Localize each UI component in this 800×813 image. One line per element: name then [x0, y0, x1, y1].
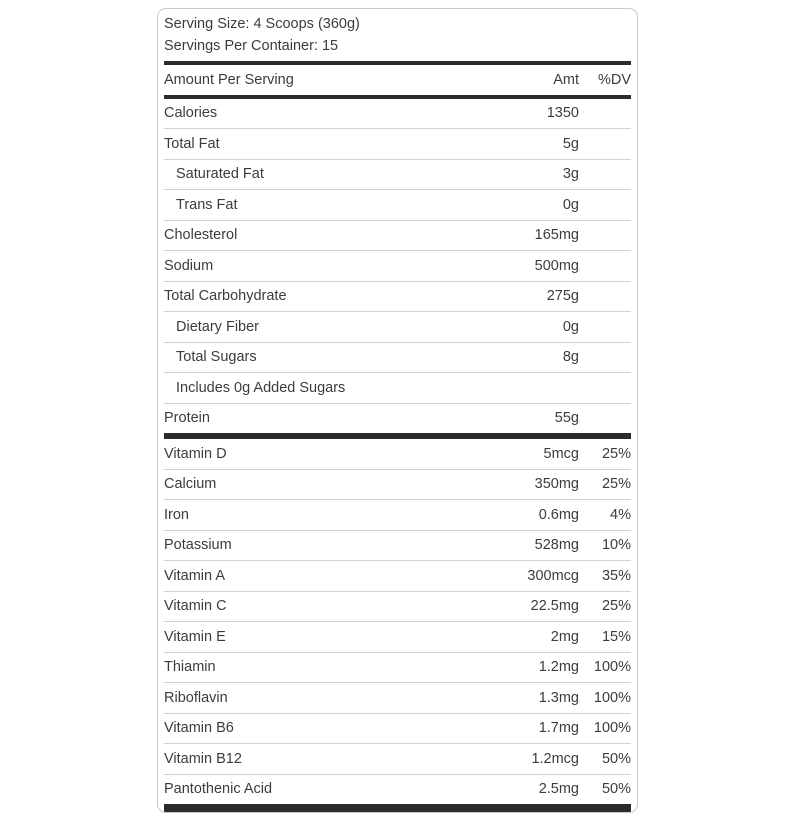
nutrient-row: [164, 653, 631, 684]
nutrient-name: Vitamin B6: [164, 720, 234, 737]
nutrient-row: [164, 129, 631, 160]
nutrient-row: [164, 221, 631, 252]
nutrient-row: [164, 561, 631, 592]
nutrient-row: [164, 714, 631, 745]
nutrient-amount: 5g: [562, 135, 579, 152]
nutrition-facts-card: [157, 8, 638, 813]
nutrient-daily-value: 25%: [601, 445, 631, 462]
nutrient-amount: 0g: [562, 318, 579, 335]
nutrient-name: Dietary Fiber: [176, 318, 259, 335]
nutrient-daily-value: 4%: [610, 506, 631, 523]
nutrient-daily-value: 25%: [601, 598, 631, 615]
nutrient-name: Potassium: [164, 537, 232, 554]
nutrient-row: [164, 683, 631, 714]
nutrient-name: Iron: [164, 506, 189, 523]
nutrient-name: Sodium: [164, 257, 214, 274]
nutrient-amount: 8g: [562, 349, 579, 366]
nutrient-row: [164, 404, 631, 434]
header-dv-column: %DV: [597, 71, 631, 88]
nutrient-name: Thiamin: [164, 659, 216, 676]
nutrient-name: Trans Fat: [176, 196, 238, 213]
nutrient-name: Pantothenic Acid: [164, 781, 273, 798]
nutrient-amount: 300mcg: [527, 567, 579, 584]
nutrient-name: Vitamin D: [164, 445, 227, 462]
nutrient-amount: 1.2mcg: [531, 750, 579, 767]
nutrient-amount: 165mg: [534, 227, 579, 244]
nutrient-amount: 2mg: [550, 628, 579, 645]
nutrient-name: Includes 0g Added Sugars: [176, 379, 346, 396]
header-amount-column: Amt: [553, 71, 579, 88]
nutrient-amount: 3g: [562, 166, 579, 183]
nutrient-row: [164, 190, 631, 221]
nutrient-daily-value: 50%: [601, 781, 631, 798]
nutrient-name: Calcium: [164, 476, 217, 493]
nutrient-daily-value: 35%: [601, 567, 631, 584]
nutrient-row: [164, 312, 631, 343]
amount-per-serving-header: [164, 65, 631, 95]
nutrition-facts-panel: [157, 8, 638, 813]
servings-per-container-line: Servings Per Container: 15: [164, 37, 339, 54]
nutrient-name: Vitamin B12: [164, 750, 242, 767]
serving-size-line: Serving Size: 4 Scoops (360g): [164, 16, 360, 32]
header-label: Amount Per Serving: [164, 71, 294, 88]
nutrient-amount: 275g: [546, 288, 579, 305]
nutrient-row: [164, 744, 631, 775]
divider-bottom: [164, 804, 631, 812]
macronutrient-list: [164, 99, 631, 434]
nutrient-row: [164, 439, 631, 470]
nutrient-amount: 1.7mg: [538, 720, 579, 737]
nutrient-row: [164, 99, 631, 130]
nutrient-row: [164, 622, 631, 653]
nutrient-name: Total Sugars: [176, 349, 257, 366]
micronutrient-list: [164, 439, 631, 804]
nutrient-amount: 500mg: [534, 257, 579, 274]
nutrient-daily-value: 100%: [593, 689, 631, 706]
nutrient-amount: 2.5mg: [538, 781, 579, 798]
nutrient-amount: 1.2mg: [538, 659, 579, 676]
nutrient-row: [164, 251, 631, 282]
nutrient-daily-value: 25%: [601, 476, 631, 493]
nutrient-row: [164, 160, 631, 191]
nutrient-daily-value: 50%: [601, 750, 631, 767]
nutrient-name: Total Carbohydrate: [164, 288, 287, 305]
nutrient-daily-value: 15%: [601, 628, 631, 645]
nutrient-amount: 350mg: [534, 476, 579, 493]
nutrient-amount: 1.3mg: [538, 689, 579, 706]
nutrient-amount: 5mcg: [543, 445, 579, 462]
nutrient-amount: 22.5mg: [530, 598, 579, 615]
nutrient-row: [164, 500, 631, 531]
nutrient-name: Cholesterol: [164, 227, 238, 244]
nutrient-name: Riboflavin: [164, 689, 228, 706]
nutrient-name: Calories: [164, 105, 218, 122]
nutrient-amount: 0g: [562, 196, 579, 213]
nutrient-daily-value: 100%: [593, 720, 631, 737]
nutrient-name: Saturated Fat: [176, 166, 264, 183]
nutrient-row: [164, 470, 631, 501]
nutrient-row: [164, 531, 631, 562]
nutrient-daily-value: 100%: [593, 659, 631, 676]
nutrient-amount: 1350: [546, 105, 579, 122]
nutrient-row: [164, 282, 631, 313]
nutrient-daily-value: 10%: [601, 537, 631, 554]
nutrient-row: [164, 343, 631, 374]
nutrient-amount: 528mg: [534, 537, 579, 554]
nutrient-name: Protein: [164, 410, 210, 427]
nutrient-name: Vitamin C: [164, 598, 227, 615]
nutrient-name: Total Fat: [164, 135, 220, 152]
nutrient-amount: 55g: [554, 410, 579, 427]
nutrient-name: Vitamin E: [164, 628, 226, 645]
nutrient-name: Vitamin A: [164, 567, 225, 584]
nutrient-amount: 0.6mg: [538, 506, 579, 523]
nutrient-row: [164, 592, 631, 623]
nutrient-row: [164, 373, 631, 404]
